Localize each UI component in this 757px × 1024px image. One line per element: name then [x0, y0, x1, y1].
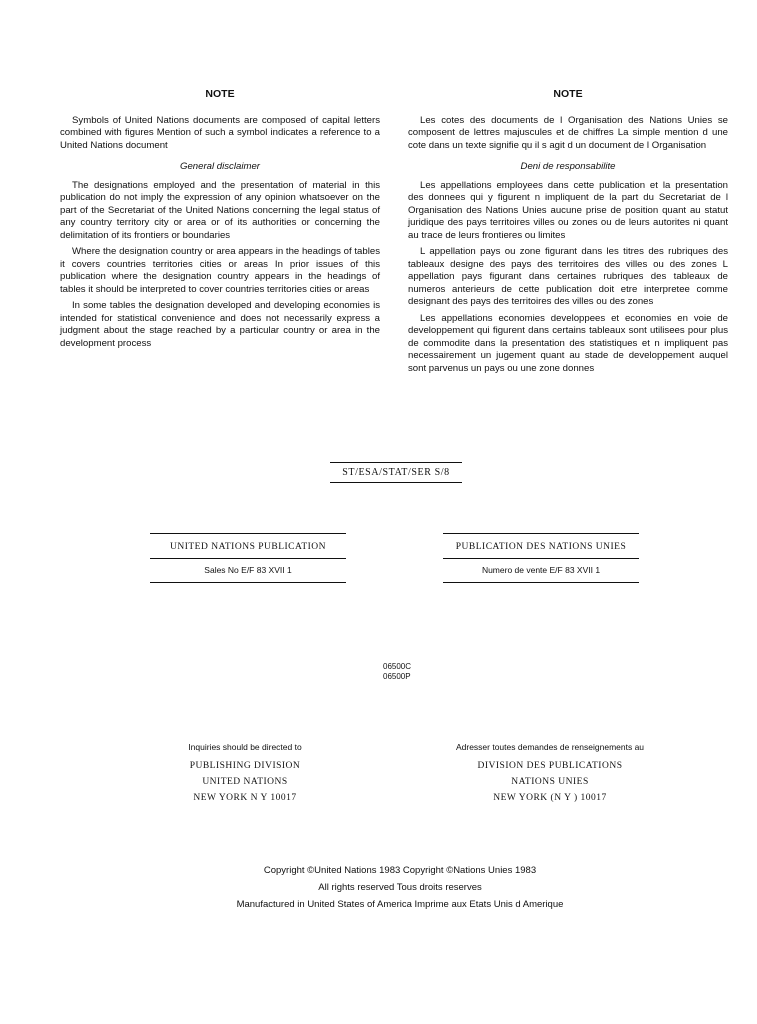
english-address-line: UNITED NATIONS — [202, 777, 288, 787]
english-note-column — [60, 88, 380, 354]
english-disclaimer-paragraph: The designations employed and the presentation of material in this publication do not imply the expression of any opinion whatsoever on the part of the Secretariat of the United Nations concerning the legal status of any country territory city or area or of its authorities or concerning the delimitation of its frontiers or boundaries — [60, 179, 380, 241]
english-address-line: PUBLISHING DIVISION — [189, 761, 301, 771]
english-note-heading: NOTE — [205, 88, 235, 100]
french-publication-block — [443, 533, 639, 583]
french-economies-paragraph: Les appellations economies developpees et economies en voie de developpement qui figurent dans certains tableaux sont utilisees pour plus de commodite dans la presentation des statistiques et n impliquent pas necessairement un jugement quant au stade de developpement auquel sont parvenus un pays ou une zone donnes — [408, 312, 728, 374]
english-disclaimer-heading: General disclaimer — [180, 161, 260, 172]
document-symbol: ST/ESA/STAT/SER S/8 — [330, 462, 462, 483]
french-designation-paragraph: L appellation pays ou zone figurant dans les titres des rubriques des tableaux designe des pays des territoires des villes ou des zones L appellation pays figurant dans certaines rubriques des tableaux de numeros anterieurs de cette publication doit etre interpretee comme designant des pays des territoires des villes ou des zones — [408, 246, 728, 307]
french-address-line: NATIONS UNIES — [511, 777, 589, 787]
english-address-line: NEW YORK N Y 10017 — [193, 793, 297, 803]
english-designation-paragraph: Where the designation country or area appears in the headings of tables it covers countries territories cities or areas In prior issues of this publication where the designation country appears in the headings of tables it should be interpreted to cover countries territories cities or areas — [60, 246, 380, 295]
french-publication-title: PUBLICATION DES NATIONS UNIES — [443, 542, 639, 559]
english-publication-title: UNITED NATIONS PUBLICATION — [150, 542, 346, 559]
rights-line: All rights reserved Tous droits reserves — [318, 882, 482, 893]
divider — [150, 533, 346, 534]
french-disclaimer-paragraph: Les appellations employees dans cette publication et la presentation des donnees qui y figurent n impliquent de la part du Secretariat de l Organisation des Nations Unies aucune prise de position quant au statut juridique des pays territoires villes ou zones ou de leurs autorites ni quant au trace de leurs frontieres ou limites — [408, 179, 728, 241]
french-address-line: NEW YORK (N Y ) 10017 — [493, 793, 607, 803]
french-note-column — [408, 88, 728, 379]
code-line: 06500P — [383, 672, 411, 681]
french-disclaimer-heading: Deni de responsabilite — [520, 161, 616, 172]
code-line: 06500C — [383, 662, 412, 671]
copyright-block — [100, 862, 700, 913]
divider — [443, 533, 639, 534]
english-inquiries-heading: Inquiries should be directed to — [188, 742, 302, 752]
english-publication-block — [150, 533, 346, 583]
french-symbols-paragraph: Les cotes des documents de l Organisation des Nations Unies se composent de lettres majuscules et de chiffres La simple mention d une cote dans un texte signifie qu il s agit d un document de l Organisation — [408, 114, 728, 151]
french-inquiries-block — [415, 742, 685, 806]
english-economies-paragraph: In some tables the designation developed and developing economies is intended for statistical convenience and does not necessarily express a judgment about the stage reached by a particular country or area in the development process — [60, 300, 380, 349]
english-sales-number: Sales No E/F 83 XVII 1 — [150, 559, 346, 583]
english-symbols-paragraph: Symbols of United Nations documents are composed of capital letters combined with figures Mention of such a symbol indicates a reference to a United Nations document — [60, 114, 380, 151]
french-note-heading: NOTE — [553, 88, 583, 100]
french-sales-number: Numero de vente E/F 83 XVII 1 — [443, 559, 639, 583]
french-address-line: DIVISION DES PUBLICATIONS — [477, 761, 623, 771]
catalogue-codes — [383, 662, 411, 682]
manufactured-line: Manufactured in United States of America Imprime aux Etats Unis d Amerique — [236, 899, 564, 910]
french-inquiries-heading: Adresser toutes demandes de renseignements au — [455, 742, 645, 752]
copyright-line: Copyright ©United Nations 1983 Copyright ©Nations Unies 1983 — [263, 865, 537, 876]
english-inquiries-block — [160, 742, 330, 806]
